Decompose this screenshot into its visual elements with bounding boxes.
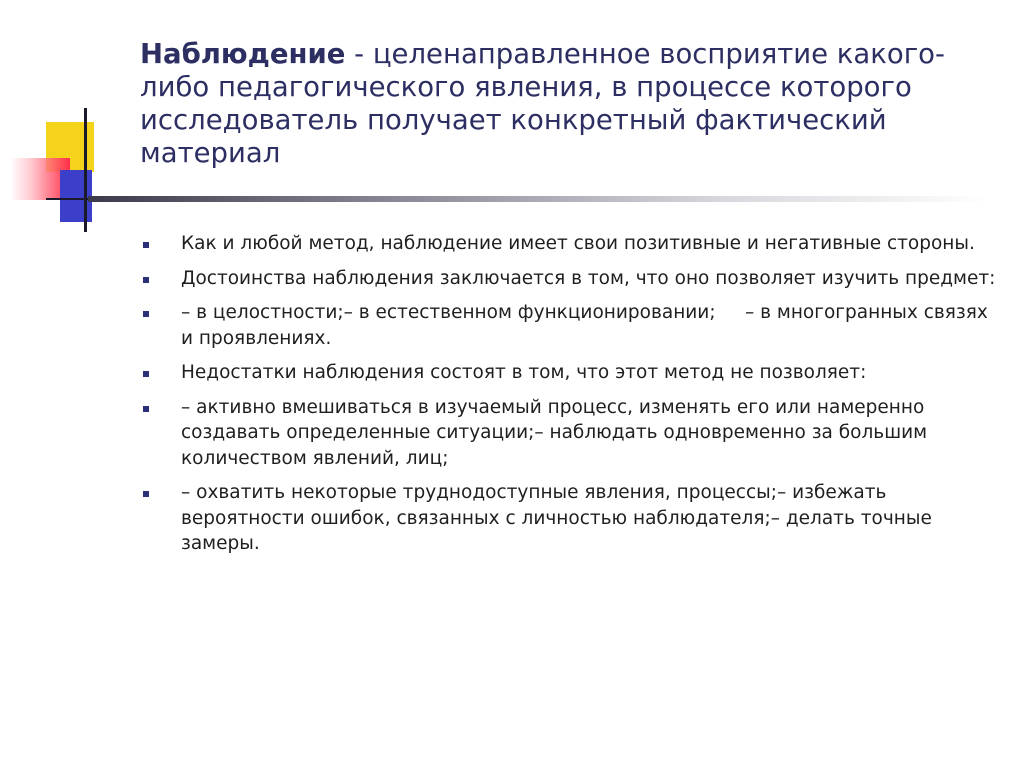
list-item-text: Как и любой метод, наблюдение имеет свои позитивные и негативные стороны. [181,233,975,254]
title-term: Наблюдение [140,38,346,70]
list-item-text: – в целостности;– в естественном функционировании; – в многогранных связях и проявлениях. [181,302,994,349]
title-underline [88,196,988,202]
list-item-text: – активно вмешиваться в изучаемый процесс, изменять его или намеренно создавать определенные ситуации;– наблюдать одновременно за большим количеством явлений, лиц; [181,396,928,469]
square-bullet-icon [143,371,149,377]
square-bullet-icon [143,491,149,497]
list-item [140,395,1000,472]
title-definition: - целенаправленное восприятие какого-либо педагогического явления, в процессе которого исследователь получает конкретный фактический материал [140,38,945,169]
list-item [140,266,1000,292]
list-item-text: – охватить некоторые труднодоступные явления, процессы;– избежать вероятности ошибок, связанных с личностью наблюдателя;– делать точные замеры. [181,482,932,555]
square-bullet-icon [143,277,149,283]
square-bullet-icon [143,242,149,248]
list-item-text: Недостатки наблюдения состоят в том, что этот метод не позволяет: [181,362,867,384]
slide-title [140,38,980,170]
list-item [140,231,1000,257]
list-item [140,360,1000,386]
square-bullet-icon [143,311,149,317]
square-bullet-icon [143,406,149,412]
decorative-vertical-line [84,108,87,232]
list-item-text: Достоинства наблюдения заключается в том, что оно позволяет изучить предмет: [181,267,996,289]
bullet-list [140,231,1000,566]
list-item [140,300,1000,351]
list-item [140,480,1000,557]
